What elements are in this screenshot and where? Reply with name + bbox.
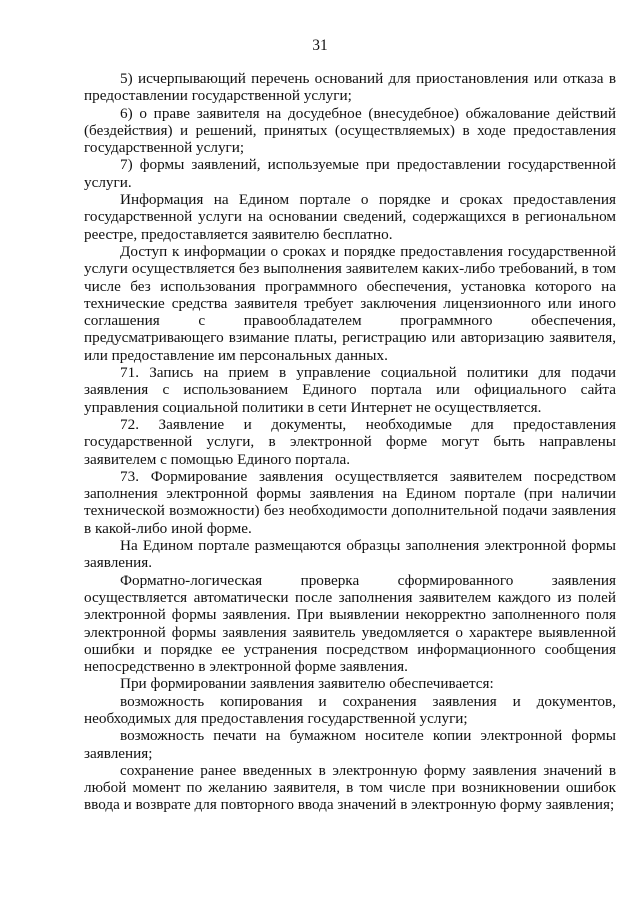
page-number: 31 — [312, 37, 328, 54]
paragraph-72: 72. Заявление и документы, необходимые для предоставления государственной услуги, в электронной форме могут быть направлены заявителем с помощью Единого портала. — [84, 415, 616, 468]
paragraph-71: 71. Запись на прием в управление социальной политики для подачи заявления с использованием Единого портала или официального сайта управления социальной политики в сети Интернет не осуществляется. — [84, 364, 616, 416]
paragraph-samples: На Едином портале размещаются образцы заполнения электронной формы заявления. — [84, 537, 616, 572]
document-body — [84, 70, 616, 814]
paragraph-save-values: сохранение ранее введенных в электронную форму заявления значений в любой момент по желанию заявителя, в том числе при возникновении ошибок ввода и возврате для повторного ввода значений в электронную форму заявления; — [84, 761, 616, 814]
paragraph-73: 73. Формирование заявления осуществляется заявителем посредством заполнения электронной формы заявления на Едином портале (при наличии технической возможности) без необходимости дополнительной подачи заявления в какой-либо иной форме. — [84, 467, 616, 537]
paragraph-item-7: 7) формы заявлений, используемые при предоставлении государственной услуги. — [84, 156, 616, 191]
paragraph-portal-info: Информация на Едином портале о порядке и сроках предоставления государственной услуги на основании сведений, содержащихся в региональном реестре, предоставляется заявителю бесплатно. — [84, 191, 616, 243]
paragraph-format-check: Форматно-логическая проверка сформированного заявления осуществляется автоматически после заполнения заявителем каждого из полей электронной формы заявления. При выявлении некорректно заполненного поля электронной формы заявления заявитель уведомляется о характере выявленной ошибки и порядке ее устранения посредством информационного сообщения непосредственно в электронной форме заявления. — [84, 571, 616, 676]
paragraph-copy-save: возможность копирования и сохранения заявления и документов, необходимых для предоставления государственной услуги; — [84, 692, 616, 727]
paragraph-provided-intro: При формировании заявления заявителю обеспечивается: — [120, 675, 494, 693]
paragraph-item-5: 5) исчерпывающий перечень оснований для приостановления или отказа в предоставлении государственной услуги; — [84, 70, 616, 105]
paragraph-print: возможность печати на бумажном носителе копии электронной формы заявления; — [84, 727, 616, 762]
paragraph-item-6: 6) о праве заявителя на досудебное (внесудебное) обжалование действий (бездействия) и решений, принятых (осуществляемых) в ходе предоставления государственной услуги; — [84, 104, 616, 157]
paragraph-access-info: Доступ к информации о сроках и порядке предоставления государственной услуги осуществляется без выполнения заявителем каких-либо требований, в том числе без использования программного обеспечения, установка которого на технические средства заявителя требует заключения лицензионного или иного соглашения с правообладателем программного обеспечения, предусматривающего взимание платы, регистрацию или авторизацию заявителя, или предоставление им персональных данных. — [84, 242, 616, 364]
